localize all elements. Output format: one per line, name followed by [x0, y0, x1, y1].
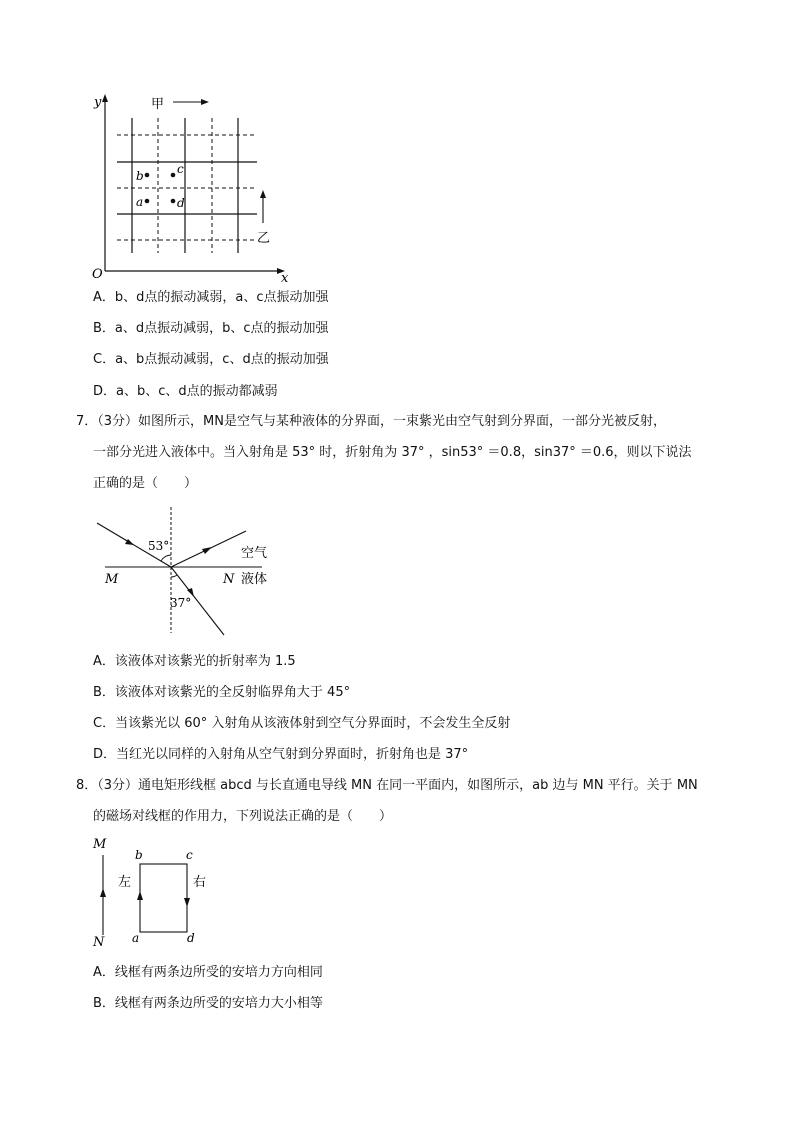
q7-stem-line-1: 7．（3分）如图所示，MN是空气与某种液体的分界面，一束紫光由空气射到分界面，一部分光被反射，: [76, 414, 666, 429]
jia-label: 甲: [151, 97, 165, 112]
q7-stem-line-2: 一部分光进入液体中。当入射角是 53° 时，折射角为 37° ，sin53° ＝0.8，sin37° ＝0.6，则以下说法: [93, 445, 692, 460]
interface-label-n: N: [223, 572, 235, 587]
wave-interference-figure: [85, 88, 295, 288]
q8-option-a: A．线框有两条边所受的安培力方向相同: [93, 965, 323, 980]
coil-current-arrow-right: [184, 898, 190, 907]
q7-option-d: D．当红光以同样的入射角从空气射到分界面时，折射角也是 37°: [93, 747, 469, 762]
q8-stem-line-1: 8．（3分）通电矩形线框 abcd 与长直通电导线 MN 在同一平面内，如图所示，ab 边与 MN 平行。关于 MN: [76, 778, 698, 793]
wire-label-n: N: [93, 935, 105, 950]
q8-option-b: B．线框有两条边所受的安培力大小相等: [93, 996, 323, 1011]
q7-option-c: C．当该紫光以 60° 入射角从该液体射到空气分界面时，不会发生全反射: [93, 716, 511, 731]
coil-label-b: b: [135, 848, 143, 862]
q7-option-b: B．该液体对该紫光的全反射临界角大于 45°: [93, 685, 351, 700]
refraction-figure: [90, 505, 290, 640]
point-d: [171, 199, 176, 204]
point-c-label: c: [177, 162, 184, 176]
q8-stem-line-2: 的磁场对线框的作用力，下列说法正确的是（ ）: [93, 809, 393, 824]
q6-option-c: C．a、b点振动减弱，c、d点的振动加强: [93, 352, 329, 367]
coil-current-arrow-left: [137, 891, 143, 900]
origin-label: O: [92, 267, 103, 282]
left-label: 左: [118, 875, 132, 890]
coil-label-d: d: [187, 931, 195, 945]
air-label: 空气: [241, 546, 268, 561]
point-a-label: a: [136, 195, 144, 209]
refracted-angle-arc: [171, 575, 177, 577]
coil-label-a: a: [132, 931, 140, 945]
interface-label-m: M: [105, 572, 119, 587]
wire-current-arrow: [100, 888, 106, 897]
y-axis-arrow: [102, 94, 108, 102]
right-label: 右: [193, 875, 207, 890]
q7-stem-line-3: 正确的是（ ）: [93, 476, 198, 491]
coil-label-c: c: [186, 848, 193, 862]
coil-wire-figure: [88, 833, 218, 953]
q6-option-d: D．a、b、c、d点的振动都减弱: [93, 384, 278, 399]
reflected-arrow: [202, 547, 212, 554]
point-c: [171, 173, 176, 178]
point-b: [145, 173, 150, 178]
refracted-angle-label: 37°: [170, 596, 192, 610]
rectangular-coil-abcd: [140, 864, 187, 932]
q7-option-a: A．该液体对该紫光的折射率为 1.5: [93, 654, 296, 669]
point-a: [145, 199, 150, 204]
y-axis-label: y: [94, 95, 102, 110]
q6-option-a: A．b、d点的振动减弱，a、c点振动加强: [93, 290, 329, 305]
x-axis-label: x: [281, 271, 289, 286]
liquid-label: 液体: [241, 572, 268, 587]
incident-angle-label: 53°: [148, 539, 170, 553]
point-d-label: d: [177, 196, 185, 210]
yi-label: 乙: [257, 231, 271, 246]
point-b-label: b: [136, 169, 144, 183]
yi-arrow-head: [260, 190, 266, 198]
incident-angle-arc: [161, 555, 171, 561]
wire-label-m: M: [93, 837, 107, 852]
q6-option-b: B．a、d点振动减弱，b、c点的振动加强: [93, 321, 329, 336]
jia-arrow-head: [201, 99, 209, 105]
